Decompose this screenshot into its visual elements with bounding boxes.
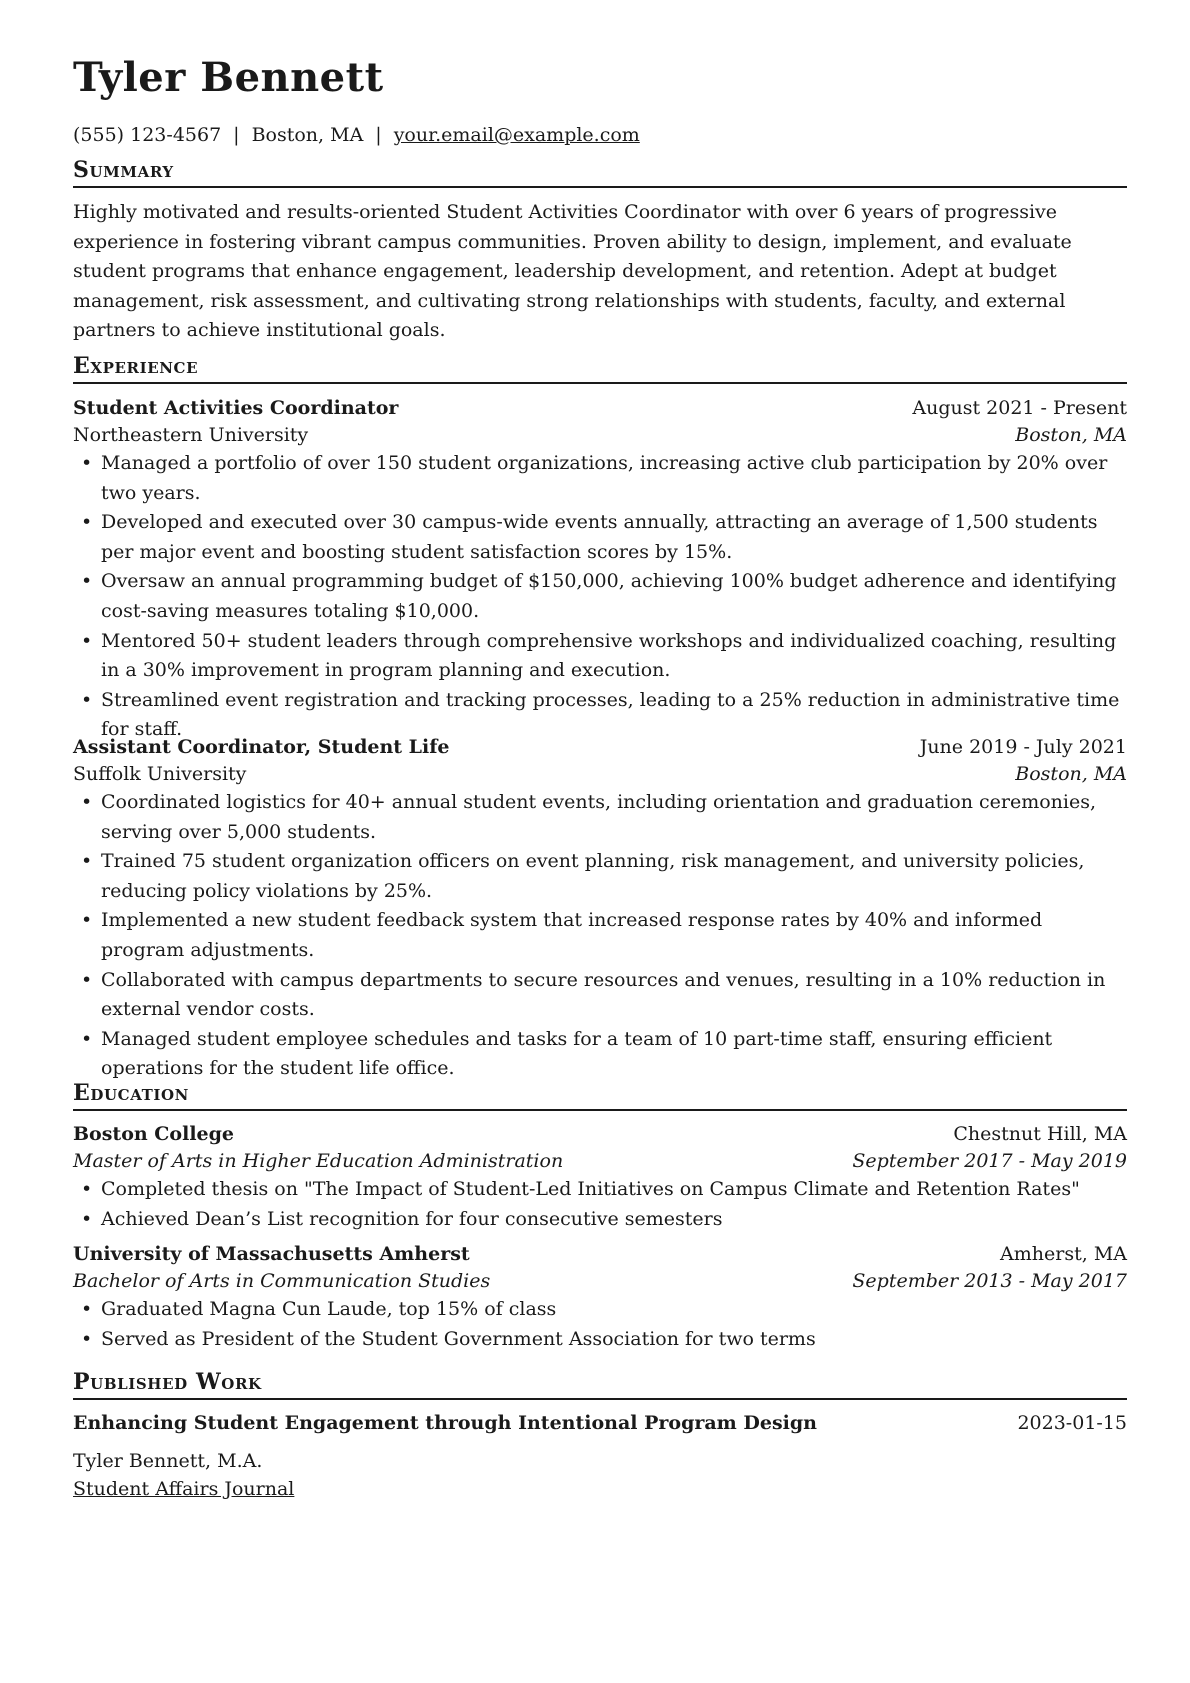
job-dates: June 2019 - July 2021 — [919, 736, 1127, 758]
list-item: • Coordinated logistics for 40+ annual student events, including orientation and graduation ceremonies, serving over 5,000 students. — [73, 788, 1127, 847]
publication-journal-link[interactable]: Student Affairs Journal — [73, 1478, 295, 1500]
job-dates: August 2021 - Present — [912, 397, 1127, 419]
list-item: • Completed thesis on "The Impact of Student-Led Initiatives on Campus Climate and Retention Rates" — [73, 1175, 1127, 1205]
list-item: • Oversaw an annual programming budget of $150,000, achieving 100% budget adherence and identifying cost-saving measures totaling $10,000. — [73, 567, 1127, 626]
degree: Bachelor of Arts in Communication Studies — [73, 1270, 491, 1292]
school-subheader — [73, 1268, 1127, 1294]
job-organization: Suffolk University — [73, 763, 247, 785]
section-title-summary: Summary — [73, 157, 1127, 188]
contact-separator: | — [233, 124, 240, 146]
publication-authors-row — [73, 1448, 1127, 1474]
job-location: Boston, MA — [1015, 763, 1127, 785]
school-bullets — [73, 1295, 1127, 1354]
publication-date: 2023-01-15 — [1017, 1412, 1127, 1434]
school-subheader — [73, 1148, 1127, 1174]
list-item: • Streamlined event registration and tracking processes, leading to a 25% reduction in administrative time for staff. — [73, 686, 1127, 745]
list-item: • Developed and executed over 30 campus-wide events annually, attracting an average of 1,500 students per major event and boosting student satisfaction scores by 15%. — [73, 508, 1127, 567]
job-header — [73, 395, 1127, 421]
job-subheader — [73, 422, 1127, 448]
list-item: • Mentored 50+ student leaders through comprehensive workshops and individualized coaching, resulting in a 30% improvement in program planning and execution. — [73, 627, 1127, 686]
publication-title: Enhancing Student Engagement through Intentional Program Design — [73, 1412, 817, 1434]
list-item: • Collaborated with campus departments to secure resources and venues, resulting in a 10% reduction in external vendor costs. — [73, 966, 1127, 1025]
job-location: Boston, MA — [1015, 424, 1127, 446]
publication-authors: Tyler Bennett, M.A. — [73, 1450, 263, 1472]
contact-line — [73, 123, 640, 147]
job-bullets — [73, 449, 1127, 745]
list-item: • Graduated Magna Cun Laude, top 15% of class — [73, 1295, 1127, 1325]
school-name: University of Massachusetts Amherst — [73, 1243, 470, 1265]
school-dates: September 2017 - May 2019 — [852, 1150, 1127, 1172]
list-item: • Managed student employee schedules and tasks for a team of 10 part-time staff, ensuring efficient operations for the student life office. — [73, 1025, 1127, 1084]
school-bullets — [73, 1175, 1127, 1234]
degree: Master of Arts in Higher Education Administration — [73, 1150, 564, 1172]
school-location: Chestnut Hill, MA — [953, 1123, 1127, 1145]
list-item: • Trained 75 student organization officers on event planning, risk management, and university policies, reducing policy violations by 25%. — [73, 847, 1127, 906]
school-dates: September 2013 - May 2017 — [852, 1270, 1127, 1292]
section-title-experience: Experience — [73, 353, 1127, 384]
email-link[interactable]: your.email@example.com — [393, 124, 640, 146]
school-location: Amherst, MA — [1000, 1243, 1127, 1265]
job-subheader — [73, 761, 1127, 787]
job-bullets — [73, 788, 1127, 1084]
section-title-education: Education — [73, 1080, 1127, 1111]
list-item: • Achieved Dean’s List recognition for four consecutive semesters — [73, 1205, 1127, 1235]
job-organization: Northeastern University — [73, 424, 309, 446]
candidate-name: Tyler Bennett — [73, 54, 384, 101]
publication-header — [73, 1410, 1127, 1436]
job-role: Student Activities Coordinator — [73, 397, 399, 419]
phone-number: (555) 123-4567 — [73, 124, 222, 146]
list-item: • Managed a portfolio of over 150 student organizations, increasing active club participation by 20% over two years. — [73, 449, 1127, 508]
location: Boston, MA — [251, 124, 364, 146]
section-title-published-work: Published Work — [73, 1369, 1127, 1400]
school-header — [73, 1241, 1127, 1267]
school-header — [73, 1121, 1127, 1147]
job-header — [73, 734, 1127, 760]
list-item: • Served as President of the Student Government Association for two terms — [73, 1325, 1127, 1355]
publication-journal-row — [73, 1476, 1127, 1502]
contact-separator: | — [375, 124, 382, 146]
list-item: • Implemented a new student feedback system that increased response rates by 40% and informed program adjustments. — [73, 906, 1127, 965]
school-name: Boston College — [73, 1123, 234, 1145]
job-role: Assistant Coordinator, Student Life — [73, 736, 450, 758]
summary-text: Highly motivated and results-oriented Student Activities Coordinator with over 6 years of progressive experience in fostering vibrant campus communities. Proven ability to design, implement, and evaluate student programs that enhance engagement, leadership development, and retention. Adept at budget management, risk assessment, and cultivating strong relationships with students, faculty, and external partners to achieve institutional goals. — [73, 201, 1072, 342]
